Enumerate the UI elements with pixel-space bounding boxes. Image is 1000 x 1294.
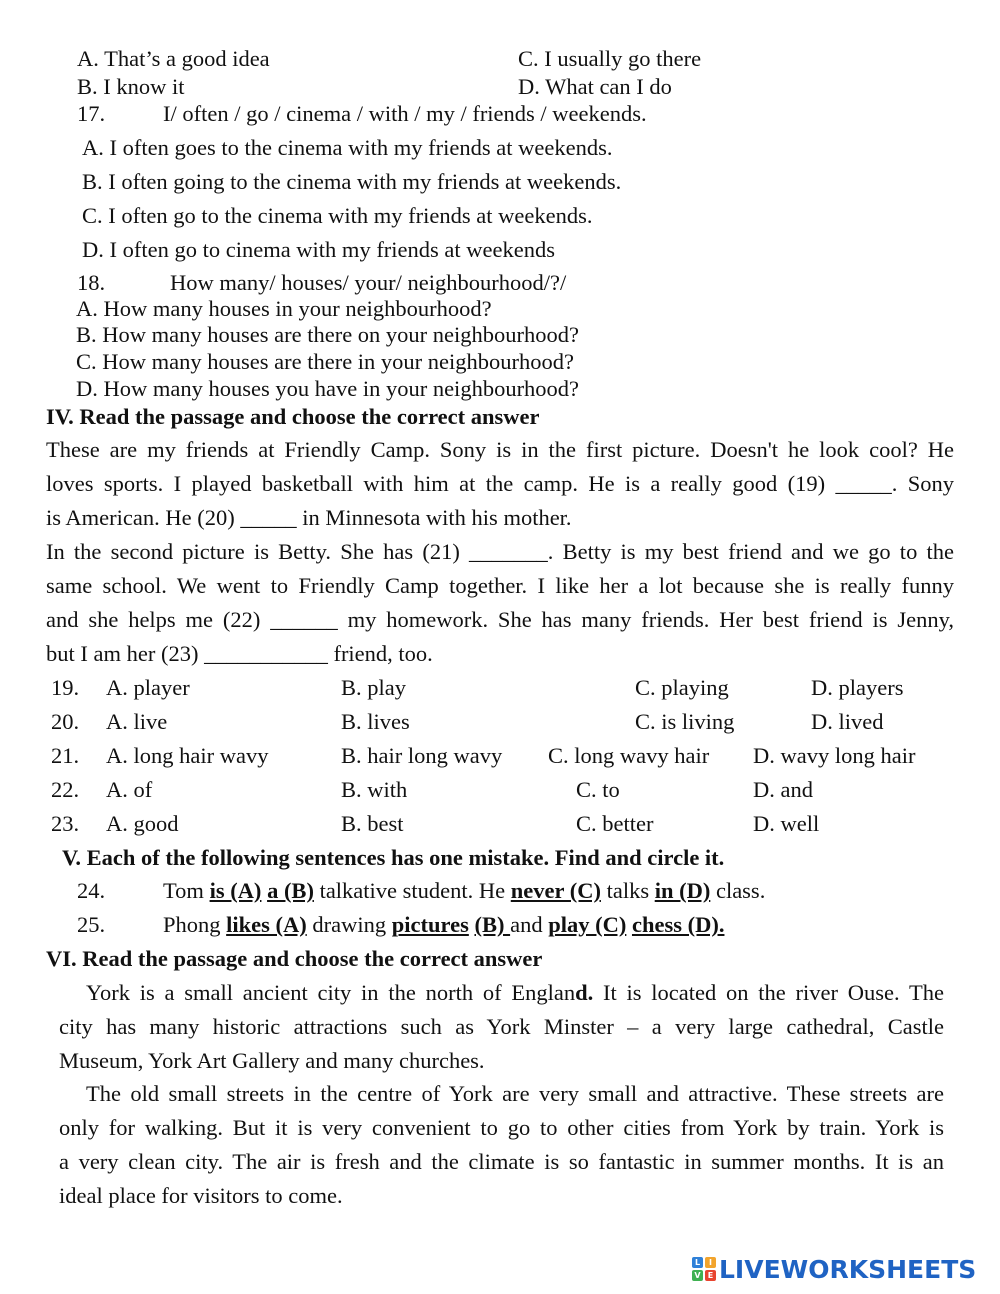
section6-paragraph2-line: a very clean city. The air is fresh and the climate is so fantastic in summer months. It is an — [59, 1149, 944, 1174]
section6-paragraph1-line: Museum, York Art Gallery and many churches. — [59, 1048, 485, 1073]
logo-letter: E — [705, 1270, 716, 1281]
question-number: 19. — [51, 675, 80, 700]
q17-option-c: C. I often go to the cinema with my friends at weekends. — [82, 203, 593, 228]
option-b: B. best — [341, 811, 404, 836]
q18-option-d: D. How many houses you have in your neighbourhood? — [76, 376, 580, 401]
section4-passage-line: loves sports. I played basketball with him at the camp. He is a really good (19) _____. Sony — [46, 471, 954, 496]
section4-passage-line: is American. He (20) _____ in Minnesota with his mother. — [46, 505, 572, 530]
q25-sentence: Phong likes (A) drawing pictures (B) and play (C) chess (D). — [163, 912, 725, 937]
option-c: C. playing — [635, 675, 729, 700]
question-number: 23. — [51, 811, 80, 836]
q25-part-c[interactable]: play (C) — [548, 912, 627, 937]
option-a: A. of — [106, 777, 153, 802]
option-d: D. lived — [811, 709, 884, 734]
option-b: B. hair long wavy — [341, 743, 503, 768]
section4-passage-line: These are my friends at Friendly Camp. Sony is in the first picture. Doesn't he look cool? He — [46, 437, 954, 462]
logo-text: LIVEWORKSHEETS — [719, 1254, 977, 1284]
option-c: C. is living — [635, 709, 735, 734]
q18-option-a: A. How many houses in your neighbourhood? — [76, 296, 492, 321]
option-d: D. and — [753, 777, 813, 802]
logo-letter: V — [692, 1270, 703, 1281]
q25-part-d[interactable]: chess (D). — [631, 912, 725, 937]
option-b: B. with — [341, 777, 408, 802]
q17-number: 17. — [77, 101, 106, 126]
option-c: C. to — [576, 777, 620, 802]
q24-part-a[interactable]: is (A) — [209, 878, 262, 903]
question-number: 20. — [51, 709, 80, 734]
q25-part-b-word[interactable]: pictures — [391, 912, 469, 937]
q17-option-a: A. I often goes to the cinema with my friends at weekends. — [82, 135, 613, 160]
option-a: A. player — [106, 675, 190, 700]
option-c: C. long wavy hair — [548, 743, 710, 768]
section4-passage-line: In the second picture is Betty. She has (21) _______. Betty is my best friend and we go to the — [46, 539, 954, 564]
q16-option-c: C. I usually go there — [518, 46, 702, 71]
section4-heading: IV. Read the passage and choose the correct answer — [46, 404, 540, 429]
q18-number: 18. — [77, 270, 106, 295]
q24-part-d[interactable]: in (D) — [654, 878, 711, 903]
q16-option-b: B. I know it — [77, 74, 185, 99]
q16-option-a: A. That’s a good idea — [77, 46, 270, 71]
q25-number: 25. — [77, 912, 106, 937]
question-number: 21. — [51, 743, 80, 768]
q25-part-b[interactable]: (B) — [474, 912, 511, 937]
liveworksheets-logo — [692, 1254, 976, 1284]
option-d: D. players — [811, 675, 904, 700]
q24-sentence: Tom is (A) a (B) talkative student. He never (C) talks in (D) class. — [163, 878, 766, 903]
section6-paragraph1-line: city has many historic attractions such as York Minster – a very large cathedral, Castle — [59, 1014, 944, 1039]
logo-mark-icon — [692, 1257, 716, 1281]
q17-option-b: B. I often going to the cinema with my friends at weekends. — [82, 169, 622, 194]
section5-heading: V. Each of the following sentences has one mistake. Find and circle it. — [62, 845, 725, 870]
logo-letter: L — [692, 1257, 703, 1268]
section6-paragraph2-line: The old small streets in the centre of York are very small and attractive. These streets are — [86, 1081, 944, 1106]
option-d: D. wavy long hair — [753, 743, 916, 768]
q16-option-d: D. What can I do — [518, 74, 672, 99]
q24-part-c[interactable]: never (C) — [510, 878, 601, 903]
section6-heading: VI. Read the passage and choose the correct answer — [46, 946, 543, 971]
q17-prompt: I/ often / go / cinema / with / my / friends / weekends. — [163, 101, 647, 126]
option-a: A. good — [106, 811, 179, 836]
q18-option-b: B. How many houses are there on your neighbourhood? — [76, 322, 580, 347]
option-d: D. well — [753, 811, 820, 836]
section4-passage-line: same school. We went to Friendly Camp together. I like her a lot because she is really funny — [46, 573, 954, 598]
option-b: B. lives — [341, 709, 410, 734]
option-a: A. live — [106, 709, 168, 734]
option-b: B. play — [341, 675, 406, 700]
q18-option-c: C. How many houses are there in your neighbourhood? — [76, 349, 575, 374]
option-a: A. long hair wavy — [106, 743, 269, 768]
logo-letter: I — [705, 1257, 716, 1268]
question-number: 22. — [51, 777, 80, 802]
q18-prompt: How many/ houses/ your/ neighbourhood/?/ — [170, 270, 567, 295]
q17-option-d: D. I often go to cinema with my friends at weekends — [82, 237, 555, 262]
section4-passage-line: and she helps me (22) ______ my homework. She has many friends. Her best friend is Jenny, — [46, 607, 954, 632]
q24-part-b[interactable]: a (B) — [267, 878, 314, 903]
section6-paragraph1-line: York is a small ancient city in the north of England. It is located on the river Ouse. The — [86, 980, 945, 1005]
section4-passage-line: but I am her (23) ___________ friend, too. — [46, 641, 433, 666]
q25-part-a[interactable]: likes (A) — [226, 912, 307, 937]
q24-number: 24. — [77, 878, 106, 903]
section6-paragraph2-line: only for walking. But it is very convenient to go to other cities from York by train. York is — [59, 1115, 944, 1140]
section6-paragraph2-line: ideal place for visitors to come. — [59, 1183, 343, 1208]
option-c: C. better — [576, 811, 654, 836]
